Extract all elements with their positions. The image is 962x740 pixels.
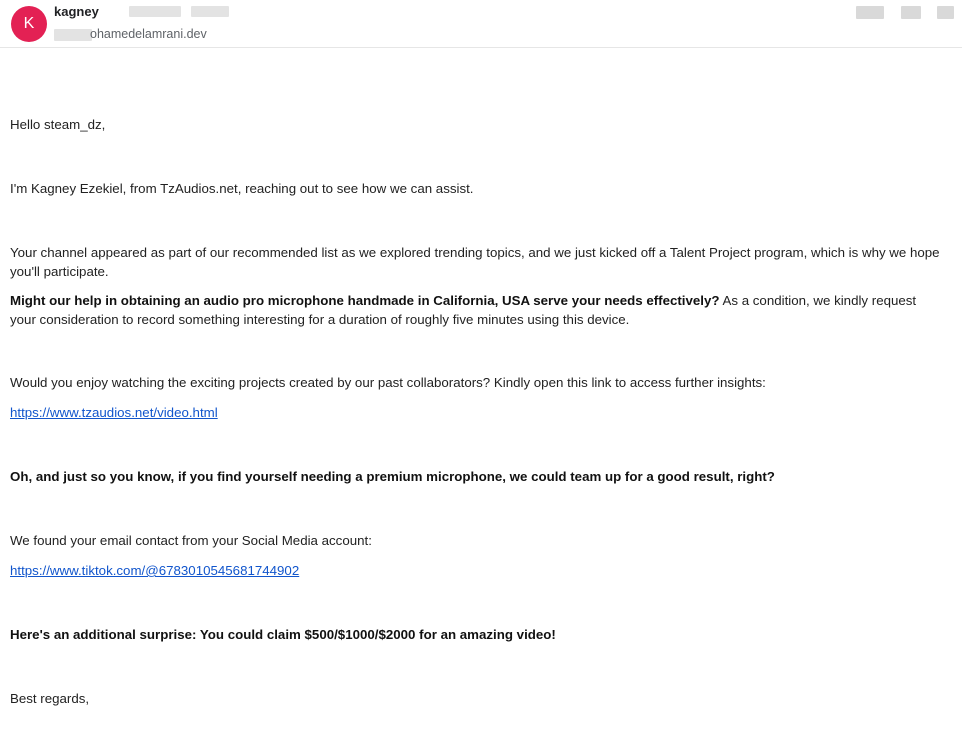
video-link-row [10,403,218,422]
tiktok-link[interactable]: https://www.tiktok.com/@6783010545681744902 [10,563,300,578]
projects-paragraph: Would you enjoy watching the exciting projects created by our past collaborators? Kindly open this link to access further insights: [10,375,766,390]
sender-block [54,3,229,42]
redacted-block-icon [191,6,229,17]
premium-paragraph: Oh, and just so you know, if you find yourself needing a premium microphone, we could team up for a good result, right? [10,469,775,484]
redacted-action-icon[interactable] [901,6,921,19]
video-link[interactable]: https://www.tzaudios.net/video.html [10,405,218,420]
sender-email: ohamedelamrani.dev [90,27,207,42]
tiktok-link-row [10,561,299,580]
sender-name-row [54,3,229,21]
sender-email-row[interactable] [54,27,229,42]
redacted-block-icon [54,29,92,41]
intro-text: I'm Kagney Ezekiel, from TzAudios.net, reaching out to see how we can assist. [10,181,474,196]
offer-question: Might our help in obtaining an audio pro microphone handmade in California, USA serve your needs effectively? [10,293,720,308]
greeting-text: Hello steam_dz, [10,117,106,132]
redacted-block-icon [129,6,181,17]
offer-paragraph [10,291,940,329]
sender-name: kagney [54,3,99,19]
avatar: K [11,6,47,42]
channel-paragraph: Your channel appeared as part of our recommended list as we explored trending topics, and we just kicked off a Talent Project program, which is why we hope you'll participate. [10,245,940,279]
email-header [0,0,962,48]
redacted-action-icon[interactable] [856,6,884,19]
offer-condition: As a condition, we kindly request your consideration to record something interesting for a duration of roughly five minutes using this device. [10,293,917,327]
redacted-action-icon[interactable] [937,6,954,19]
regards-text: Best regards, [10,691,90,706]
social-paragraph: We found your email contact from your Social Media account: [10,533,372,548]
header-actions [844,4,954,22]
surprise-paragraph: Here's an additional surprise: You could claim $500/$1000/$2000 for an amazing video! [10,627,556,642]
